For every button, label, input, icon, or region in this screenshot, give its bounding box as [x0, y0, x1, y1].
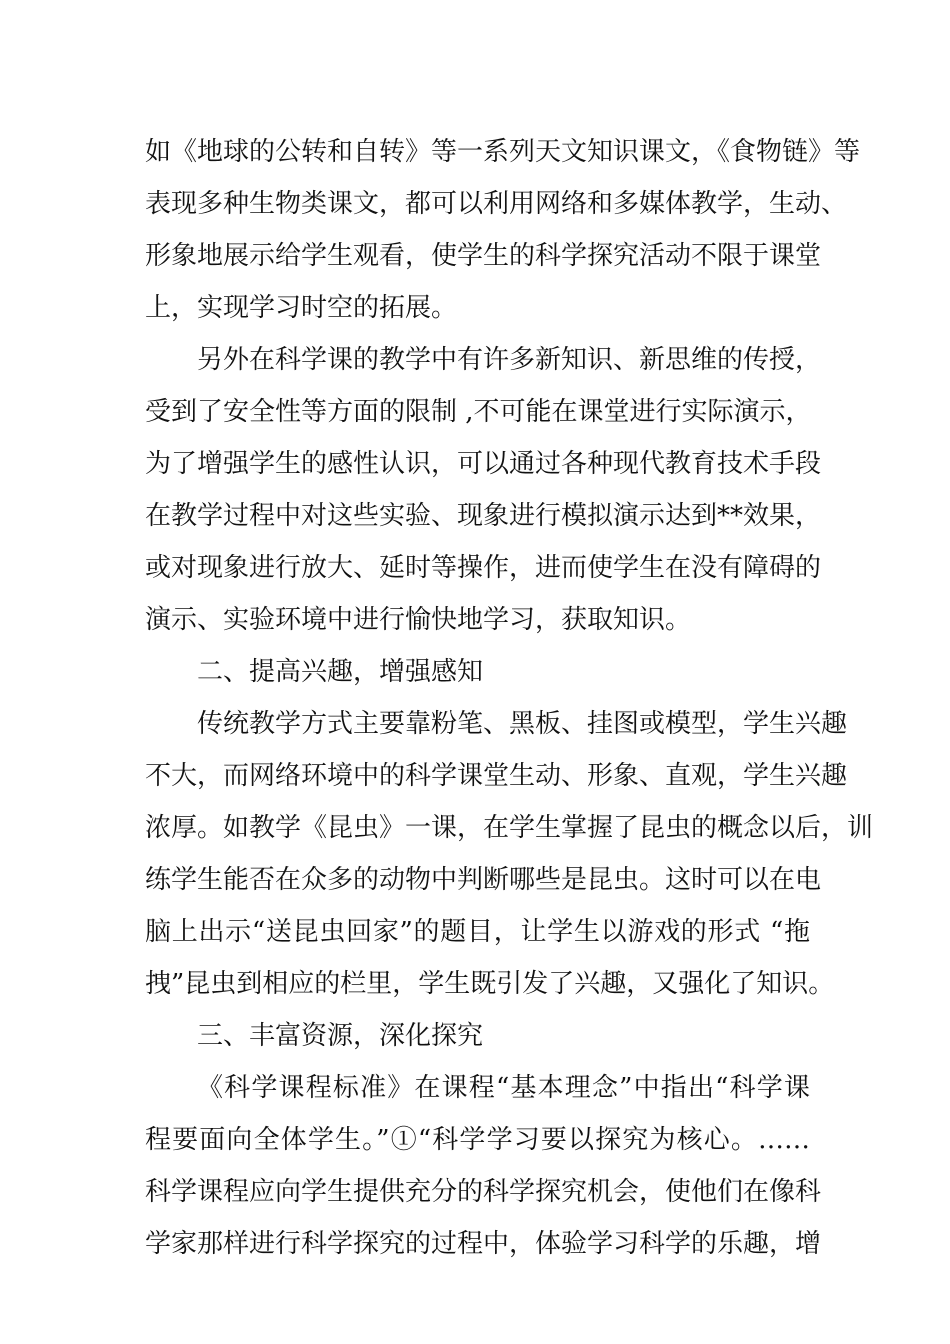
text-line: 不大，而网络环境中的科学课堂生动、形象、直观，学生兴趣: [145, 761, 848, 791]
text-line: 拽”昆虫到相应的栏里，学生既引发了兴趣，又强化了知识。: [145, 969, 835, 999]
text-line: 在教学过程中对这些实验、现象进行模拟演示达到**效果，: [145, 501, 822, 531]
paragraph-start-line: 传统教学方式主要靠粉笔、黑板、挂图或模型，学生兴趣: [197, 709, 848, 739]
text-line: 程要面向全体学生。”①“科学学习要以探究为核心。……: [145, 1125, 810, 1155]
text-line: 受到了安全性等方面的限制 ,不可能在课堂进行实际演示，: [145, 397, 812, 427]
paragraph-start-line: 另外在科学课的教学中有许多新知识、新思维的传授，: [197, 345, 822, 375]
text-line: 浓厚。如教学《昆虫》一课，在学生掌握了昆虫的概念以后，训: [145, 813, 874, 843]
text-line: 或对现象进行放大、延时等操作，进而使学生在没有障碍的: [145, 553, 822, 583]
body-text: [145, 126, 874, 1270]
text-line: 为了增强学生的感性认识，可以通过各种现代教育技术手段: [145, 449, 822, 479]
text-line: 脑上出示“送昆虫回家”的题目，让学生以游戏的形式 “拖: [145, 917, 810, 947]
text-line: 练学生能否在众多的动物中判断哪些是昆虫。这时可以在电: [145, 865, 822, 895]
text-line: 形象地展示给学生观看，使学生的科学探究活动不限于课堂: [145, 241, 822, 271]
section-heading: 二、提高兴趣，增强感知: [197, 657, 484, 687]
text-line: 上，实现学习时空的拓展。: [145, 293, 458, 323]
text-line: 演示、实验环境中进行愉快地学习，获取知识。: [145, 605, 692, 635]
text-line: 科学课程应向学生提供充分的科学探究机会，使他们在像科: [145, 1177, 822, 1207]
text-line: 表现多种生物类课文，都可以利用网络和多媒体教学，生动、: [145, 189, 848, 219]
paragraph-start-line: 《科学课程标准》在课程“基本理念”中指出“科学课: [197, 1073, 810, 1103]
section-heading: 三、丰富资源，深化探究: [197, 1021, 484, 1051]
text-line: 学家那样进行科学探究的过程中，体验学习科学的乐趣，增: [145, 1229, 822, 1259]
text-line: 如《地球的公转和自转》等一系列天文知识课文，《食物链》等: [145, 137, 861, 167]
